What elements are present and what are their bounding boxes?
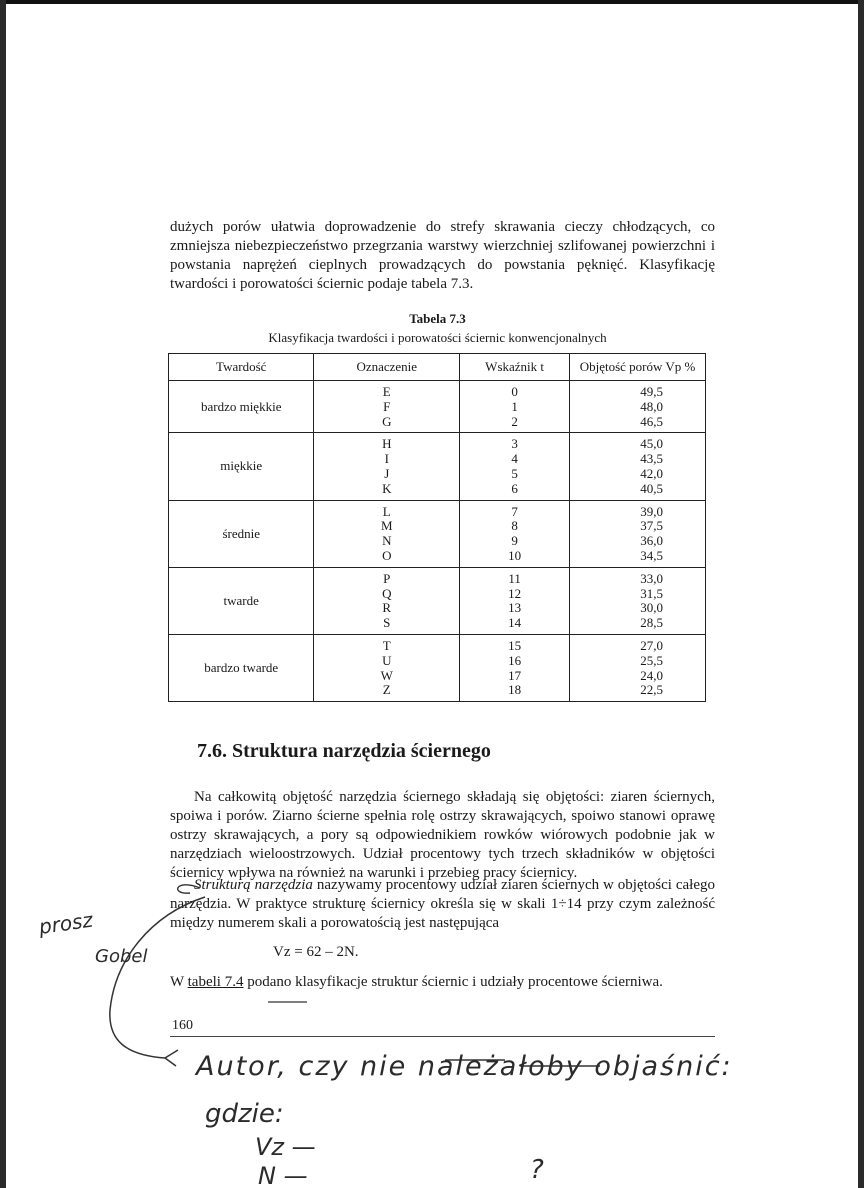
index-value: 11 <box>508 570 521 586</box>
index-value: 15 <box>508 637 522 653</box>
porosity-value: 24,0 <box>640 667 663 683</box>
index-value: 12 <box>508 585 522 601</box>
handwritten-where: gdzie: <box>205 1099 284 1129</box>
handwritten-var-n: N — <box>258 1162 308 1188</box>
hardness-label: bardzo twarde <box>204 660 279 676</box>
index-value: 5 <box>511 465 518 481</box>
porosity-value: 31,5 <box>640 585 663 601</box>
porosity-value: 37,5 <box>640 518 663 534</box>
porosity-value: 40,5 <box>640 480 663 496</box>
margin-note-2: Gobel <box>95 946 148 967</box>
index-value: 3 <box>511 436 518 452</box>
index-value: 0 <box>511 384 518 399</box>
marking-value: W <box>380 667 393 683</box>
reference-text-before: W <box>170 974 188 990</box>
table-reference: tabeli 7.4 <box>187 974 244 990</box>
marking-value: M <box>380 518 393 534</box>
hardness-label: bardzo miękkie <box>200 398 282 414</box>
index-value: 14 <box>508 615 522 631</box>
index-value: 17 <box>508 667 522 683</box>
hardness-label: średnie <box>222 525 260 541</box>
marking-value: P <box>383 570 391 586</box>
porosity-value: 27,0 <box>640 637 663 653</box>
marking-value: Q <box>382 585 392 601</box>
marking-value: F <box>383 398 391 414</box>
formula: Vz = 62 – 2N. <box>273 944 359 960</box>
table-caption: Klasyfikacja twardości i porowatości ściernic konwencjonalnych <box>268 330 607 345</box>
header-marking: Oznaczenie <box>314 354 460 381</box>
porosity-value: 42,0 <box>640 465 663 481</box>
porosity-value: 46,5 <box>640 413 663 429</box>
handwritten-comment: Autor, czy nie należałoby objaśnić: <box>196 1051 733 1082</box>
porosity-value: 25,5 <box>640 652 663 668</box>
porosity-value: 28,5 <box>640 615 663 631</box>
index-value: 1 <box>511 398 518 414</box>
index-value: 4 <box>511 451 518 467</box>
marking-value: O <box>382 547 392 563</box>
marking-value: E <box>382 384 391 399</box>
index-value: 9 <box>511 533 518 549</box>
index-value: 8 <box>511 518 518 534</box>
porosity-value: 36,0 <box>640 533 663 549</box>
porosity-value: 43,5 <box>640 451 663 467</box>
index-value: 2 <box>511 413 518 429</box>
porosity-value: 34,5 <box>640 547 663 563</box>
hardness-label: miękkie <box>220 458 263 474</box>
marking-value: J <box>384 465 390 481</box>
hardness-label: twarde <box>223 592 259 608</box>
marking-value: L <box>382 503 391 519</box>
arrow-stroke <box>110 897 205 1066</box>
marking-value: K <box>382 480 392 496</box>
marking-value: R <box>382 600 392 616</box>
index-value: 16 <box>508 652 522 668</box>
handwritten-question-mark: ? <box>530 1155 544 1185</box>
index-value: 13 <box>508 600 522 616</box>
header-porosity: Objętość porów Vp % <box>570 354 706 381</box>
marking-value: U <box>382 652 392 668</box>
marking-value: I <box>384 451 389 467</box>
structure-paragraph: Na całkowitą objętość narzędzia ściernego składają się objętości: ziaren ściernych, spoiwa i porów. Ziarno ścierne spełnia rolę ostrzy skrawających, spoiwo stanowi oprawę ostrzy skrawających, a pory są odpowiednikiem rowków wiórowych podobnie jak w narzędziach wieloostrzowych. Udział procentowy tych trzech składników w objętości ściernicy wpływa na również na warunki i przebieg pracy ściernicy. <box>170 789 715 881</box>
porosity-value: 48,0 <box>640 398 663 414</box>
intro-paragraph: dużych porów ułatwia doprowadzenie do strefy skrawania cieczy chłodzących, co zmniejsza niebezpieczeństwo przegrzania warstwy wierzchniej szlifowanej powierzchni i powstania naprężeń cieplnych prowadzących do powstania pęknięć. Klasyfikację twardości i porowatości ściernic podaje tabela 7.3. <box>170 219 715 292</box>
section-heading: 7.6. Struktura narzędzia ściernego <box>197 740 491 762</box>
term-circle-mark <box>178 885 200 893</box>
porosity-value: 49,5 <box>640 384 663 399</box>
marking-value: G <box>382 413 392 429</box>
page-number: 160 <box>172 1018 193 1033</box>
index-value: 6 <box>511 480 518 496</box>
porosity-value: 22,5 <box>640 682 663 698</box>
defined-term: Strukturą narzędzia <box>194 877 313 893</box>
porosity-value: 33,0 <box>640 570 663 586</box>
definition-text: nazywamy procentowy udział ziaren ściernych w objętości całego narzędzia. W praktyce strukturę ściernicy określa się w skali 1÷14 przy czym zależność między numerem skali a porowatością jest następująca <box>170 877 715 931</box>
handwritten-var-vz: Vz — <box>255 1133 316 1161</box>
margin-note-1: prosz <box>37 907 95 939</box>
porosity-value: 45,0 <box>640 436 663 452</box>
index-value: 18 <box>508 682 522 698</box>
marking-value: N <box>382 533 392 549</box>
marking-value: S <box>383 615 391 631</box>
table-number: Tabela 7.3 <box>409 311 466 326</box>
index-value: 10 <box>508 547 522 563</box>
marking-value: T <box>382 637 391 653</box>
reference-text-after: podano klasyfikacje struktur ściernic i udziały procentowe ścierniwa. <box>243 974 663 990</box>
header-index: Wskaźnik t <box>460 354 570 381</box>
header-hardness: Twardość <box>169 354 314 381</box>
marking-value: H <box>382 436 392 452</box>
porosity-value: 39,0 <box>640 503 663 519</box>
porosity-value: 30,0 <box>640 600 663 616</box>
index-value: 7 <box>511 503 518 519</box>
marking-value: Z <box>382 682 391 698</box>
